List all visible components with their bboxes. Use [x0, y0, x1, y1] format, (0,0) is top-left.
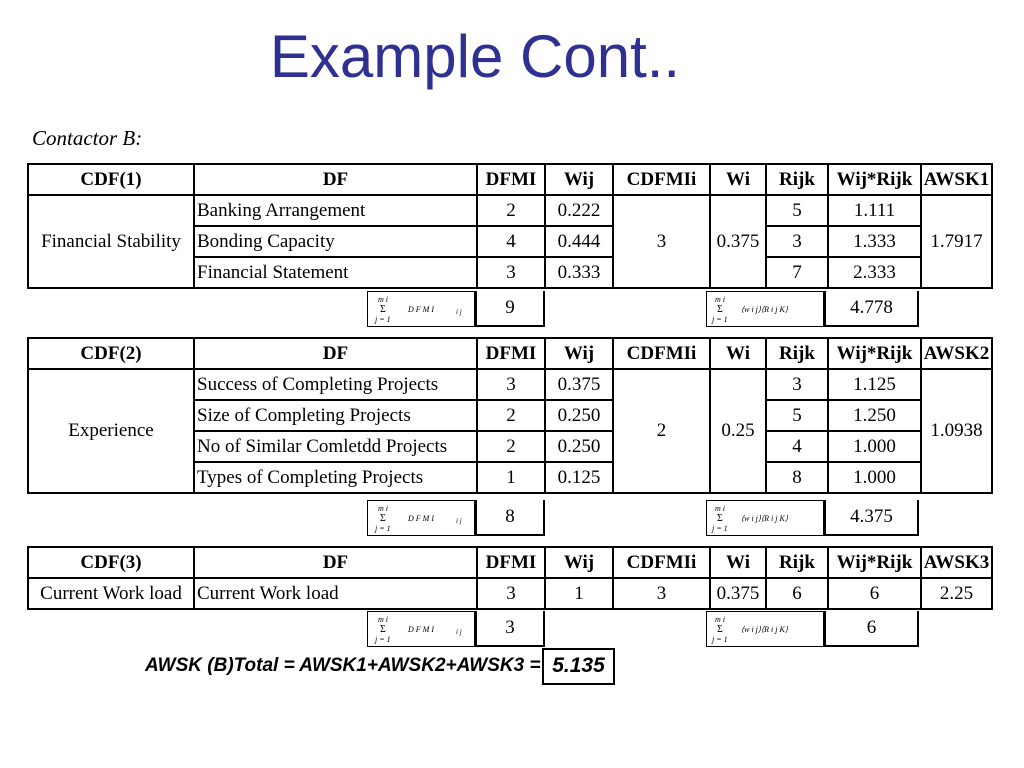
wr-sum-formula: [706, 500, 824, 536]
table-header-row: [28, 338, 992, 369]
dfmi-sum-value: 3: [475, 611, 545, 647]
table-header-row: [28, 164, 992, 195]
wr-sum-formula: [706, 291, 824, 327]
wij-rijk-cell: 1.000: [828, 431, 921, 462]
dfmi-sum-formula: [367, 611, 475, 647]
df-cell: Banking Arrangement: [194, 195, 477, 226]
dfmi-sum-formula: [367, 500, 475, 536]
col-header: AWSK1: [921, 164, 992, 195]
table-row: [28, 195, 992, 226]
wij-cell: 0.375: [545, 369, 613, 400]
dfmi-sum-value: 8: [475, 500, 545, 536]
col-header: DFMI: [477, 338, 545, 369]
col-header: DF: [194, 547, 477, 578]
rijk-cell: 7: [766, 257, 828, 288]
wij-cell: 0.250: [545, 400, 613, 431]
wi-cell: 0.375: [710, 578, 766, 609]
wij-cell: 1: [545, 578, 613, 609]
svg-text:Σ: Σ: [380, 304, 386, 315]
df-cell: Current Work load: [194, 578, 477, 609]
dfmi-sum-formula: [367, 291, 475, 327]
svg-text:j = 1: j = 1: [375, 315, 391, 324]
svg-text:Σ: Σ: [717, 304, 723, 315]
col-header: Rijk: [766, 338, 828, 369]
contractor-label: Contactor B:: [32, 126, 143, 150]
rijk-cell: 5: [766, 400, 828, 431]
df-cell: Financial Statement: [194, 257, 477, 288]
svg-text:⟨w i j⟩⟨R i j K⟩: ⟨w i j⟩⟨R i j K⟩: [741, 514, 788, 523]
svg-text:m i: m i: [378, 615, 388, 624]
wr-sum-value: 4.778: [824, 291, 919, 327]
rijk-cell: 8: [766, 462, 828, 493]
col-header: DFMI: [477, 164, 545, 195]
cdfmi-cell: 2: [613, 369, 710, 493]
cdf-cell: Experience: [28, 369, 194, 493]
svg-text:⟨w i j⟩⟨R i j K⟩: ⟨w i j⟩⟨R i j K⟩: [741, 625, 788, 634]
wi-cell: 0.25: [710, 369, 766, 493]
svg-text:m i: m i: [715, 295, 725, 304]
col-header: Wi: [710, 164, 766, 195]
awsk-cell: 2.25: [921, 578, 992, 609]
wr-sum-value: 6: [824, 611, 919, 647]
col-header: DF: [194, 338, 477, 369]
wij-rijk-cell: 6: [828, 578, 921, 609]
svg-text:m i: m i: [378, 504, 388, 513]
svg-text:m i: m i: [378, 295, 388, 304]
col-header: CDF(3): [28, 547, 194, 578]
sigma-formula-icon: [707, 612, 823, 646]
col-header: Wij: [545, 547, 613, 578]
col-header: AWSK3: [921, 547, 992, 578]
svg-text:i j: i j: [456, 308, 462, 316]
df-cell: No of Similar Comletdd Projects: [194, 431, 477, 462]
wij-rijk-cell: 1.333: [828, 226, 921, 257]
col-header: CDFMIi: [613, 164, 710, 195]
cdfmi-cell: 3: [613, 578, 710, 609]
dfmi-cell: 1: [477, 462, 545, 493]
wij-cell: 0.333: [545, 257, 613, 288]
dfmi-cell: 4: [477, 226, 545, 257]
svg-text:Σ: Σ: [717, 624, 723, 635]
svg-text:m i: m i: [715, 504, 725, 513]
dfmi-sum-value: 9: [475, 291, 545, 327]
awsk-cell: 1.7917: [921, 195, 992, 288]
svg-text:i j: i j: [456, 517, 462, 525]
col-header: CDF(1): [28, 164, 194, 195]
svg-text:⟨w i j⟩⟨R i j K⟩: ⟨w i j⟩⟨R i j K⟩: [741, 305, 788, 314]
dfmi-cell: 3: [477, 369, 545, 400]
wij-cell: 0.222: [545, 195, 613, 226]
sigma-formula-icon: [368, 292, 474, 326]
wij-cell: 0.125: [545, 462, 613, 493]
col-header: Rijk: [766, 547, 828, 578]
svg-text:D F M I: D F M I: [408, 305, 434, 314]
df-cell: Size of Completing Projects: [194, 400, 477, 431]
total-value-box: 5.135: [542, 648, 615, 685]
svg-text:i j: i j: [456, 628, 462, 636]
rijk-cell: 3: [766, 226, 828, 257]
awsk-cell: 1.0938: [921, 369, 992, 493]
table-header-row: [28, 547, 992, 578]
wij-rijk-cell: 1.000: [828, 462, 921, 493]
col-header: DFMI: [477, 547, 545, 578]
cdf1-table: [27, 163, 993, 289]
wr-sum-formula: [706, 611, 824, 647]
table-row: [28, 578, 992, 609]
rijk-cell: 6: [766, 578, 828, 609]
col-header: CDFMIi: [613, 547, 710, 578]
dfmi-cell: 2: [477, 400, 545, 431]
col-header: Wij*Rijk: [828, 338, 921, 369]
col-header: Wij*Rijk: [828, 164, 921, 195]
col-header: Wi: [710, 547, 766, 578]
col-header: Wi: [710, 338, 766, 369]
total-formula-label: AWSK (B)Total = AWSK1+AWSK2+AWSK3 =: [145, 655, 541, 676]
wi-cell: 0.375: [710, 195, 766, 288]
cdf2-table: [27, 337, 993, 494]
cdf-cell: Financial Stability: [28, 195, 194, 288]
svg-text:Σ: Σ: [380, 513, 386, 524]
svg-text:j = 1: j = 1: [712, 635, 728, 644]
sigma-formula-icon: [707, 501, 823, 535]
cdf-cell: Current Work load: [28, 578, 194, 609]
dfmi-cell: 3: [477, 578, 545, 609]
wij-cell: 0.250: [545, 431, 613, 462]
svg-text:j = 1: j = 1: [375, 635, 391, 644]
col-header: CDF(2): [28, 338, 194, 369]
rijk-cell: 4: [766, 431, 828, 462]
wr-sum-value: 4.375: [824, 500, 919, 536]
col-header: DF: [194, 164, 477, 195]
col-header: Wij*Rijk: [828, 547, 921, 578]
page-title: Example Cont..: [269, 23, 681, 90]
svg-text:m i: m i: [715, 615, 725, 624]
wij-rijk-cell: 2.333: [828, 257, 921, 288]
col-header: Rijk: [766, 164, 828, 195]
svg-text:j = 1: j = 1: [375, 524, 391, 533]
svg-text:j = 1: j = 1: [712, 315, 728, 324]
sigma-formula-icon: [368, 612, 474, 646]
svg-text:j = 1: j = 1: [712, 524, 728, 533]
cdfmi-cell: 3: [613, 195, 710, 288]
svg-text:Σ: Σ: [717, 513, 723, 524]
svg-text:Σ: Σ: [380, 624, 386, 635]
svg-text:D F M I: D F M I: [408, 625, 434, 634]
col-header: Wij: [545, 164, 613, 195]
cdf3-table: [27, 546, 993, 610]
wij-rijk-cell: 1.111: [828, 195, 921, 226]
wij-rijk-cell: 1.125: [828, 369, 921, 400]
dfmi-cell: 2: [477, 431, 545, 462]
sigma-formula-icon: [368, 501, 474, 535]
svg-text:D F M I: D F M I: [408, 514, 434, 523]
col-header: AWSK2: [921, 338, 992, 369]
wij-cell: 0.444: [545, 226, 613, 257]
df-cell: Bonding Capacity: [194, 226, 477, 257]
df-cell: Types of Completing Projects: [194, 462, 477, 493]
sigma-formula-icon: [707, 292, 823, 326]
wij-rijk-cell: 1.250: [828, 400, 921, 431]
rijk-cell: 3: [766, 369, 828, 400]
dfmi-cell: 3: [477, 257, 545, 288]
col-header: CDFMIi: [613, 338, 710, 369]
table-row: [28, 369, 992, 400]
rijk-cell: 5: [766, 195, 828, 226]
df-cell: Success of Completing Projects: [194, 369, 477, 400]
col-header: Wij: [545, 338, 613, 369]
dfmi-cell: 2: [477, 195, 545, 226]
